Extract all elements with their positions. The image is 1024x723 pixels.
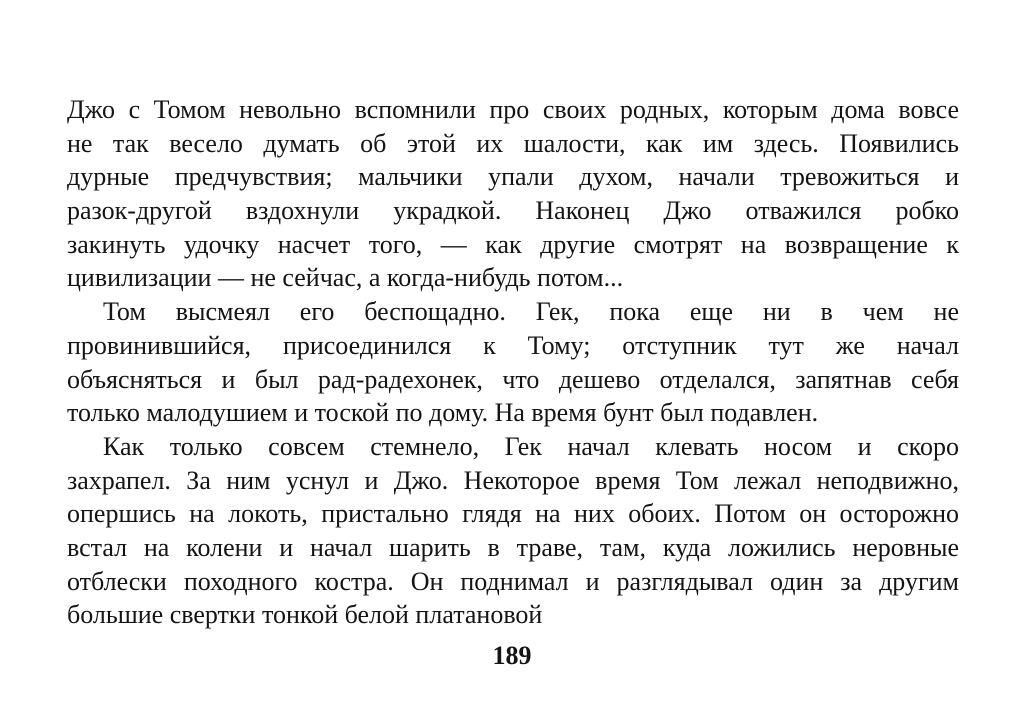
paragraph bbox=[67, 93, 959, 295]
text-line: цивилизации — не сейчас, а когда-нибудь потом... bbox=[67, 263, 624, 293]
text-line: Как только совсем стемнело, Гек начал клевать носом и скоро bbox=[103, 431, 959, 461]
text-line: только малодушием и тоской по дому. На время бунт был подавлен. bbox=[67, 398, 819, 428]
text-line: Джо с Томом невольно вспомнили про своих родных, которым дома вовсе bbox=[67, 95, 959, 124]
page-number: 189 bbox=[492, 641, 532, 670]
text-line: опершись на локоть, пристально глядя на них обоих. Потом он осторожно bbox=[67, 499, 959, 529]
paragraph bbox=[67, 430, 959, 632]
book-page-text bbox=[67, 93, 959, 632]
text-line: не так весело думать об этой их шалости, как им здесь. Появились bbox=[67, 128, 959, 158]
text-line: встал на колени и начал шарить в траве, там, куда ложились неровные bbox=[67, 532, 959, 562]
text-line: разок-другой вздохнули украдкой. Наконец Джо отважился робко bbox=[67, 196, 959, 226]
text-line: Том высмеял его беспощадно. Гек, пока еще ни в чем не bbox=[103, 297, 959, 327]
paragraph bbox=[67, 295, 959, 430]
text-line: захрапел. За ним уснул и Джо. Некоторое время Том лежал неподвижно, bbox=[67, 465, 959, 495]
text-line: дурные предчувствия; мальчики упали духом, начали тревожиться и bbox=[67, 162, 959, 192]
text-line: объясняться и был рад-радехонек, что дешево отделался, запятнав себя bbox=[67, 364, 959, 394]
text-line: большие свертки тонкой белой платановой bbox=[67, 600, 543, 630]
text-line: отблески походного костра. Он поднимал и разглядывал один за другим bbox=[67, 566, 959, 596]
text-line: провинившийся, присоединился к Тому; отступник тут же начал bbox=[67, 330, 959, 360]
text-line: закинуть удочку насчет того, — как другие смотрят на возвращение к bbox=[67, 229, 959, 259]
